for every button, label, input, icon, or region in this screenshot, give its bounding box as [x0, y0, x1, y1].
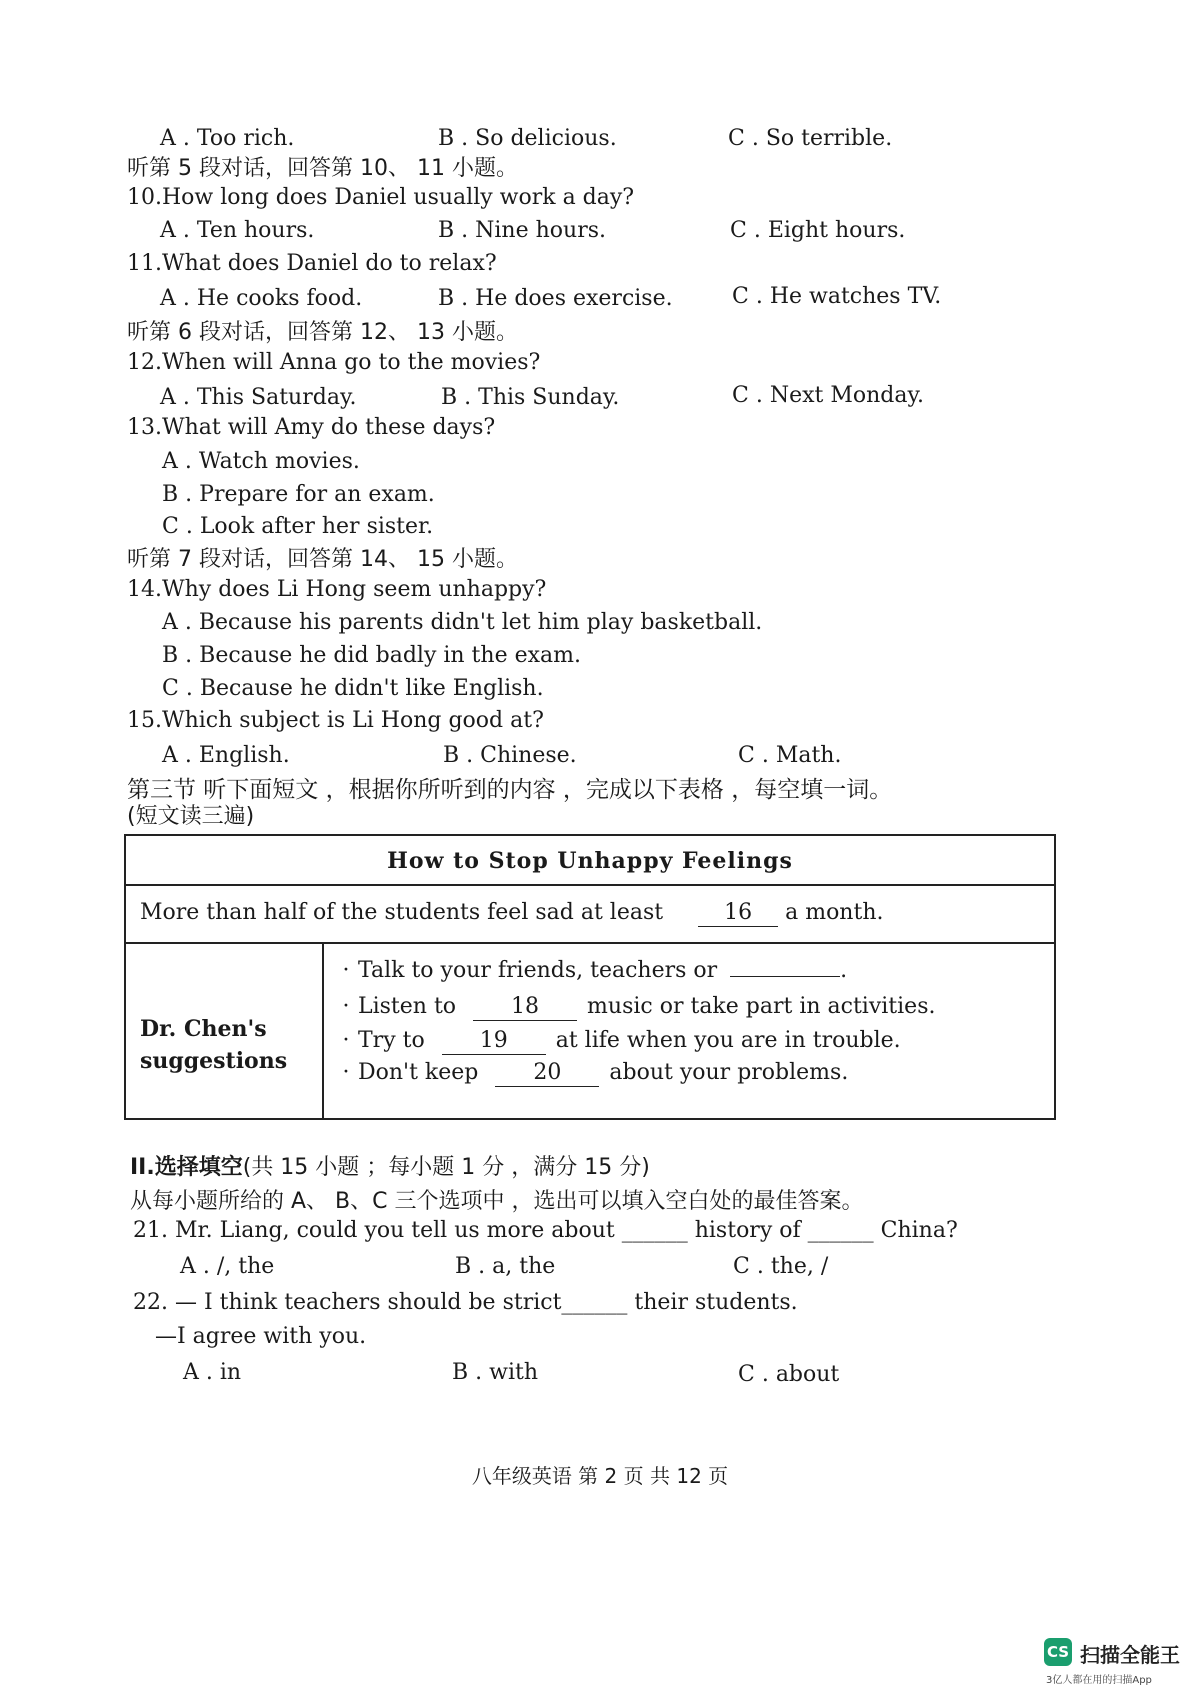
question-21: 21. Mr. Liang, could you tell us more about ______ history of ______ China?	[133, 1218, 958, 1243]
suggestions-label-line1: Dr. Chen's	[140, 1016, 267, 1042]
question-12: 12.When will Anna go to the movies?	[127, 350, 541, 375]
blank-19: 19	[442, 1028, 546, 1055]
suggestion-3-suffix: at life when you are in trouble.	[555, 1028, 901, 1053]
bullet-icon: ·	[342, 994, 350, 1019]
question-15: 15.Which subject is Li Hong good at?	[127, 708, 544, 733]
question-22-reply: —I agree with you.	[155, 1324, 367, 1349]
suggestion-3	[334, 1028, 901, 1055]
q22-option-a: A . in	[183, 1360, 242, 1385]
suggestion-1-prefix: Talk to your friends, teachers or	[358, 958, 718, 983]
blank-18: 18	[473, 994, 577, 1021]
part-3-note: (短文读三遍)	[127, 804, 255, 829]
q21-option-a: A . /, the	[180, 1254, 275, 1279]
statistic-prefix: More than half of the students feel sad at least	[140, 900, 664, 925]
q12-option-b: B . This Sunday.	[441, 385, 620, 410]
q9-option-a: A . Too rich.	[160, 126, 295, 151]
suggestion-2	[334, 994, 935, 1021]
bullet-icon: ·	[342, 958, 350, 983]
statistic-text	[140, 900, 883, 927]
suggestion-4-prefix: Don't keep	[358, 1060, 479, 1085]
q13-option-a: A . Watch movies.	[162, 449, 360, 474]
suggestion-3-prefix: Try to	[358, 1028, 425, 1053]
q15-option-c: C . Math.	[738, 743, 842, 768]
watermark-name: 扫描全能王	[1080, 1643, 1180, 1667]
part-2-heading	[130, 1155, 650, 1181]
q9-option-b: B . So delicious.	[438, 126, 617, 151]
question-10: 10.How long does Daniel usually work a day?	[127, 185, 635, 210]
part-2-heading-rest: (共 15 小题 ；每小题 1 分 ，满分 15 分)	[242, 1155, 650, 1180]
blank-16: 16	[698, 900, 778, 927]
q11-option-c: C . He watches TV.	[732, 284, 942, 309]
q14-option-c: C . Because he didn't like English.	[162, 676, 544, 701]
table-row-statistic	[126, 886, 1054, 944]
statistic-suffix: a month.	[785, 900, 884, 925]
bullet-icon: ·	[342, 1028, 350, 1053]
suggestion-2-suffix: music or take part in activities.	[587, 994, 936, 1019]
table-title-row	[126, 836, 1054, 886]
q14-option-a: A . Because his parents didn't let him play basketball.	[162, 610, 763, 635]
q21-option-b: B . a, the	[455, 1254, 556, 1279]
blank-20: 20	[495, 1060, 599, 1087]
section-7-instruction: 听第 7 段对话，回答第 14、 15 小题。	[127, 547, 518, 572]
suggestion-4-suffix: about your problems.	[609, 1060, 849, 1085]
q9-option-c: C . So terrible.	[728, 126, 893, 151]
bullet-icon: ·	[342, 1060, 350, 1085]
question-14: 14.Why does Li Hong seem unhappy?	[127, 577, 547, 602]
suggestion-1	[334, 958, 847, 984]
q22-option-c: C . about	[738, 1362, 840, 1387]
q10-option-a: A . Ten hours.	[160, 218, 315, 243]
section-6-instruction: 听第 6 段对话，回答第 12、 13 小题。	[127, 320, 518, 345]
feelings-table	[124, 834, 1056, 1120]
question-11: 11.What does Daniel do to relax?	[127, 251, 497, 276]
q22-option-b: B . with	[452, 1360, 539, 1385]
q10-option-b: B . Nine hours.	[438, 218, 606, 243]
blank-17	[730, 976, 840, 977]
part-3-instruction: 第三节 听下面短文 ，根据你所听到的内容 ，完成以下表格 ，每空填一词。	[127, 777, 893, 803]
part-2-heading-bold: II.选择填空	[130, 1155, 243, 1180]
question-13: 13.What will Amy do these days?	[127, 415, 496, 440]
section-5-instruction: 听第 5 段对话，回答第 10、 11 小题。	[127, 156, 518, 181]
q21-option-c: C . the, /	[733, 1254, 829, 1279]
page-footer: 八年级英语 第 2 页 共 12 页	[471, 1464, 729, 1488]
watermark-tagline: 3亿人都在用的扫描App	[1046, 1675, 1152, 1686]
q15-option-a: A . English.	[162, 743, 290, 768]
camscanner-logo-icon: CS	[1044, 1638, 1072, 1666]
suggestion-4	[334, 1060, 848, 1087]
q11-option-b: B . He does exercise.	[438, 286, 673, 311]
question-22: 22. — I think teachers should be strict______ their students.	[133, 1290, 798, 1315]
q12-option-c: C . Next Monday.	[732, 383, 924, 408]
q11-option-a: A . He cooks food.	[160, 286, 363, 311]
table-title: How to Stop Unhappy Feelings	[387, 848, 793, 874]
table-column-divider	[322, 944, 324, 1120]
q13-option-b: B . Prepare for an exam.	[162, 482, 435, 507]
q13-option-c: C . Look after her sister.	[162, 514, 434, 539]
suggestion-2-prefix: Listen to	[358, 994, 457, 1019]
q15-option-b: B . Chinese.	[443, 743, 577, 768]
q12-option-a: A . This Saturday.	[160, 385, 357, 410]
part-2-instruction: 从每小题所给的 A、 B、C 三个选项中 ，选出可以填入空白处的最佳答案。	[130, 1189, 864, 1214]
suggestion-1-suffix: .	[840, 958, 848, 983]
q10-option-c: C . Eight hours.	[730, 218, 906, 243]
suggestions-label-line2: suggestions	[140, 1048, 288, 1074]
q14-option-b: B . Because he did badly in the exam.	[162, 643, 581, 668]
